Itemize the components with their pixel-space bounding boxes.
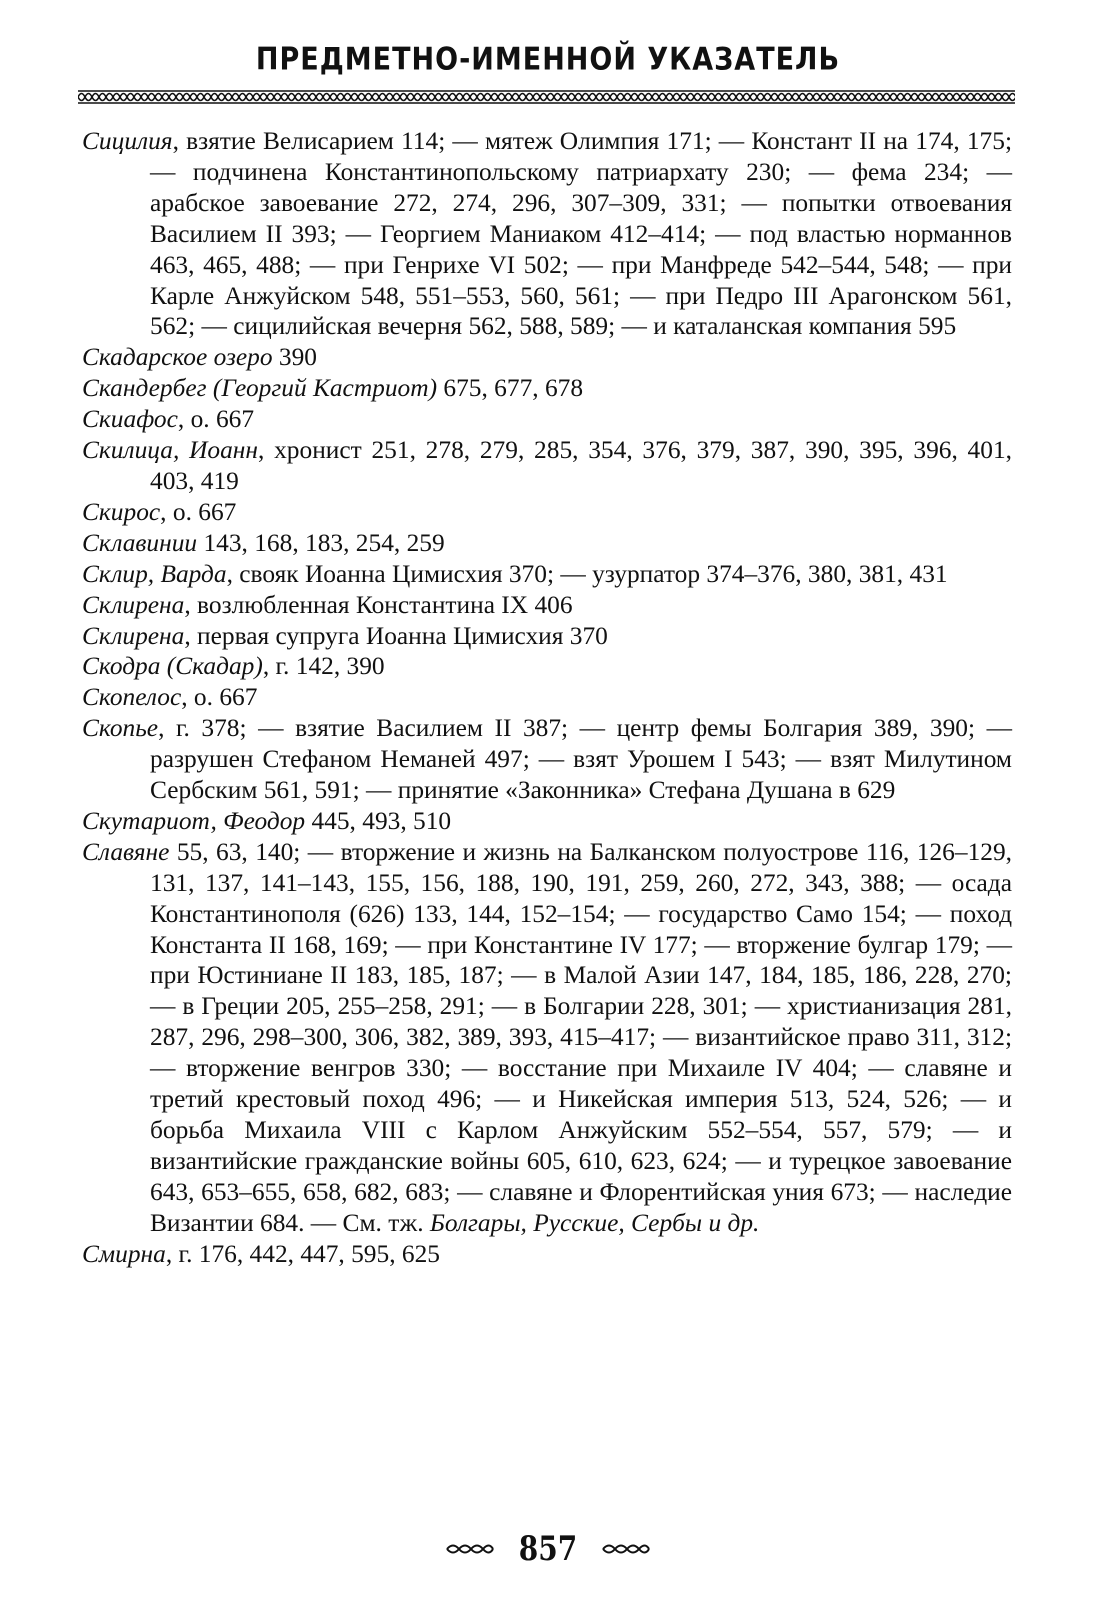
index-entries [82,126,1012,1270]
running-header: ПРЕДМЕТНО-ИМЕННОЙ УКАЗАТЕЛЬ [255,41,841,78]
index-entry-skleraina-1 [82,590,1012,621]
entry-text: 675, 677, 678 [437,374,584,403]
entry-text: , возлюбленная Константина IX 406 [184,590,573,619]
entry-heading: Скадарское озеро [82,343,273,372]
index-entry-skodra [82,651,1012,682]
entry-text: 55, 63, 140; — вторжение и жизнь на Балканском полуострове 116, 126–129, 131, 137, 141–143, 155, 156, 188, 190, 191, 259, 260, 272, 343, 388; — осада Константинополя (626) 133, 144, 152–154; — государство Само 154; — поход Константа II 168, 169; — при Константине IV 177; — вторжение булгар 179; — при Юстиниане II 183, 185, 187; — в Малой Азии 147, 184, 185, 186, 228, 270; — в Греции 205, 255–258, 291; — в Болгарии 228, 301; — христианизация 281, 287, 296, 298–300, 306, 382, 389, 393, 415–417; — византийское право 311, 312; — вторжение венгров 330; — восстание при Михаиле IV 404; — славяне и третий крестовый поход 496; — и Никейская империя 513, 524, 526; — и борьба Михаила VIII с Карлом Анжуйским 552–554, 557, 579; — и византийские гражданские войны 605, 610, 623, 624; — и турецкое завоевание 643, 653–655, 658, 682, 683; — славяне и Флорентийская уния 673; — наследие Византии 684. — См. тж. [150,837,1012,1237]
entry-text: 143, 168, 183, 254, 259 [197,528,445,557]
entry-heading: Скандербег (Георгий Кастриот) [82,374,438,403]
entry-text: 445, 493, 510 [305,806,452,835]
entry-heading: Скиафос [82,405,178,434]
index-entry-sklaviniai [82,528,1012,559]
entry-text: , г. 378; — взятие Василием II 387; — центр фемы Болгария 389, 390; — разрушен Стефаном Неманей 497; — взят Урошем I 543; — взят Милутином Сербским 561, 591; — принятие «Законника» Стефана Душана в 629 [150,714,1012,805]
index-entry-skyros [82,497,1012,528]
entry-text: , г. 176, 442, 447, 595, 625 [165,1239,440,1268]
entry-text: 390 [272,343,317,372]
page-number: 857 [518,1528,578,1569]
entry-heading: Склирена [82,621,185,650]
knot-ornament-right-icon [601,1541,651,1557]
entry-heading: Склавинии [82,528,198,557]
entry-text: , о. 667 [181,683,258,712]
index-entry-skadar-lake [82,342,1012,373]
entry-text: , г. 142, 390 [262,652,385,681]
entry-heading: Скодра (Скадар) [82,652,263,681]
entry-cross-reference: Болгары, Русские, Сербы и др. [429,1208,760,1237]
knot-ornament-left-icon [445,1541,495,1557]
entry-text: , хронист 251, 278, 279, 285, 354, 376, 379, 387, 390, 395, 396, 401, 403, 419 [150,436,1012,495]
entry-text: , о. 667 [177,405,255,434]
index-entry-smyrna [82,1239,1012,1270]
entry-heading: Скутариот, Феодор [82,806,306,835]
index-entry-skleraina-2 [82,621,1012,652]
index-entry-skanderbeg [82,373,1012,404]
entry-heading: Склир, Варда [82,559,227,588]
entry-heading: Скопье [82,714,159,743]
entry-heading: Скирос [82,497,161,526]
index-entry-skopje [82,713,1012,806]
entry-text: , о. 667 [160,497,237,526]
entry-text: , первая супруга Иоанна Цимисхия 370 [184,621,608,650]
entry-text: , взятие Велисарием 114; — мятеж Олимпия 171; — Констант II на 174, 175; — подчинена Константинопольскому патриархату 230; — фема 234; — арабское завоевание 272, 274, 296, 307–309, 331; — попытки отвоевания Василием II 393; — Георгием Маниаком 412–414; — под властью норманнов 463, 465, 488; — при Генрихе VI 502; — при Манфреде 542–544, 548; — при Карле Анжуйском 548, 551–553, 560, 561; — при Педро III Арагонском 561, 562; — сицилийская вечерня 562, 588, 589; — и каталанская компания 595 [150,127,1012,341]
index-entry-slavs [82,837,1012,1239]
entry-heading: Славяне [82,837,170,866]
entry-heading: Смирна [82,1239,166,1268]
header-ornament-border [78,90,1015,104]
entry-heading: Скилица, Иоанн [82,436,258,465]
index-entry-skiathos [82,404,1012,435]
index-entry-skoutariotes [82,806,1012,837]
entry-text: , свояк Иоанна Цимисхия 370; — узурпатор 374–376, 380, 381, 431 [226,559,948,588]
index-entry-skleros-bardas [82,559,1012,590]
index-entry-skylitzes [82,435,1012,497]
entry-heading: Склирена [82,590,185,619]
index-entry-sicily [82,126,1012,342]
page-folio [0,1528,1096,1569]
entry-heading: Скопелос [82,683,182,712]
entry-heading: Сицилия [82,127,173,155]
index-entry-skopelos [82,682,1012,713]
